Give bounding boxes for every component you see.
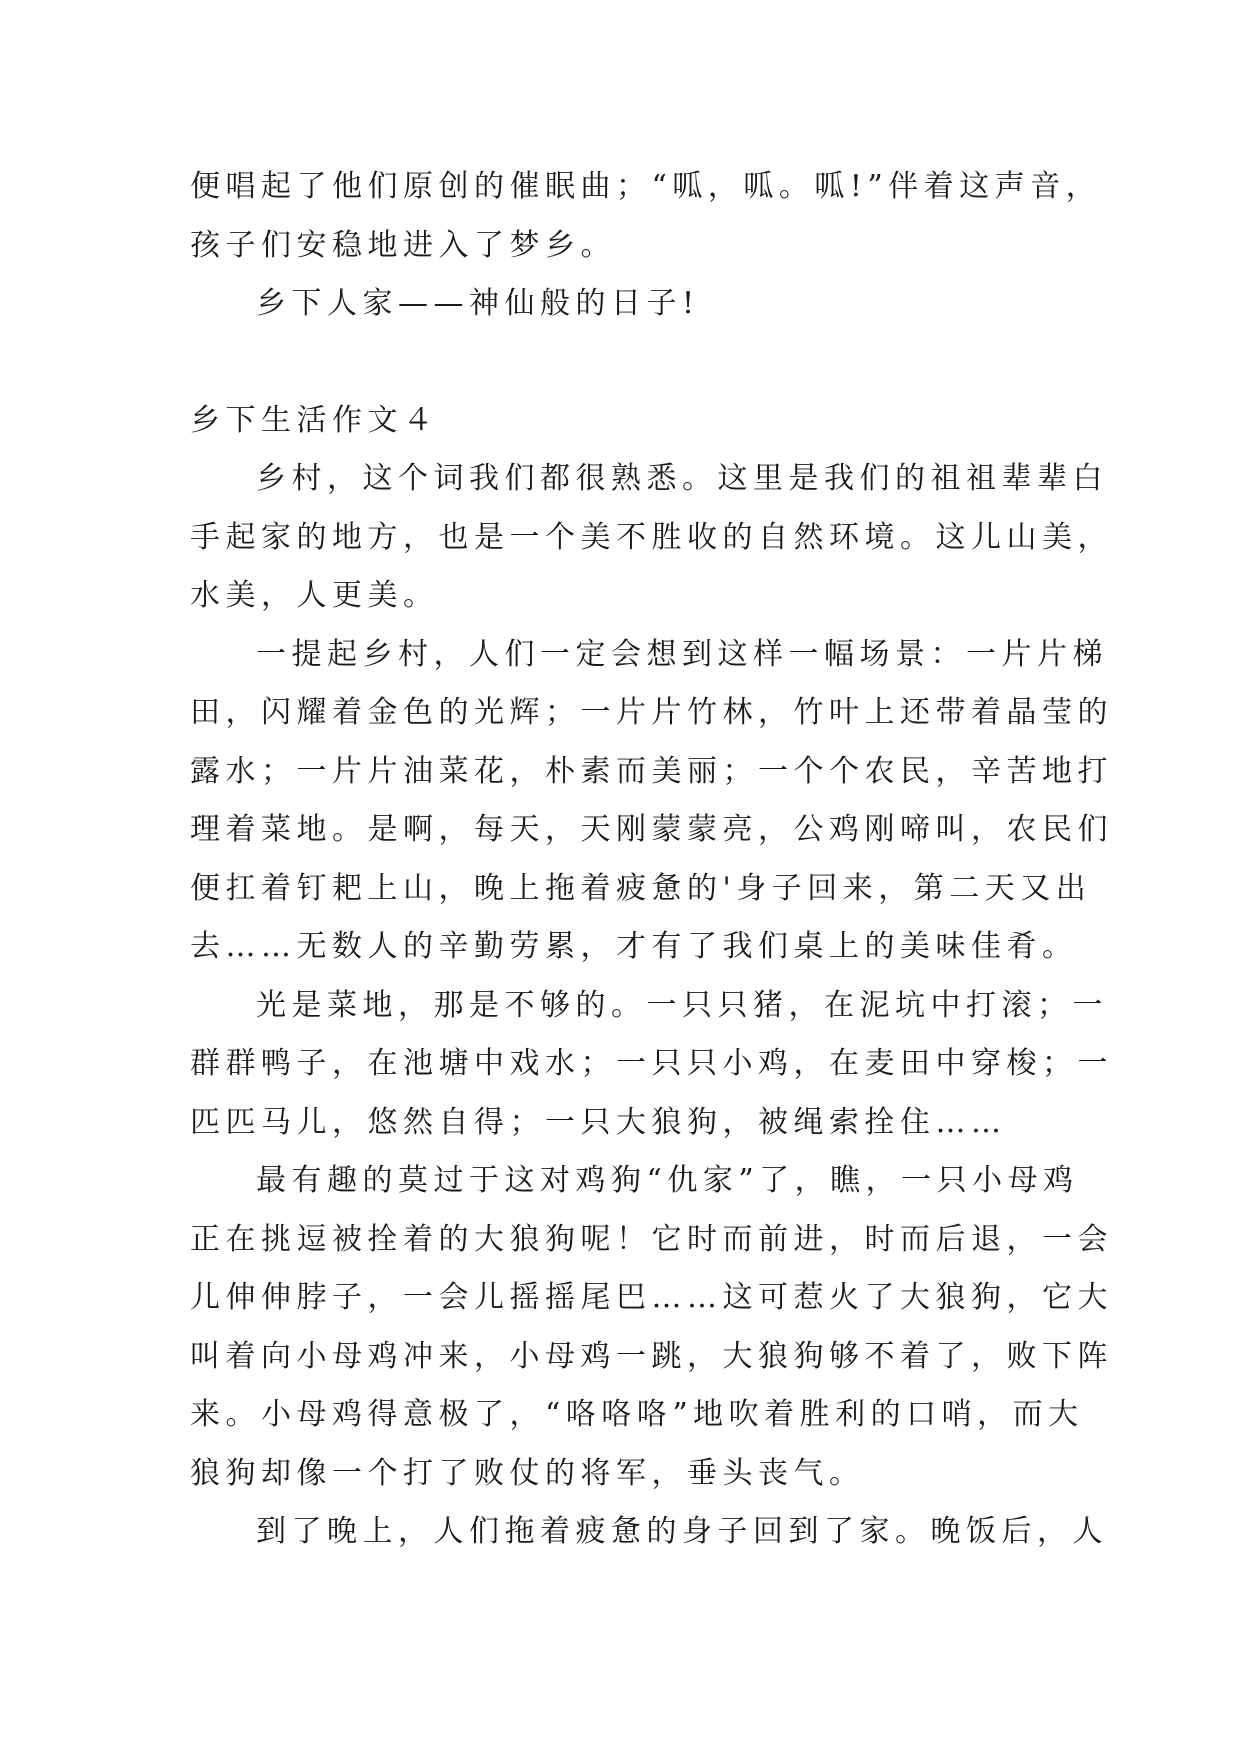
text-line: 便唱起了他们原创的催眠曲；“呱，呱。呱!”伴着这声音，: [190, 169, 1102, 204]
text-line: 正在挑逗被拴着的大狼狗呢！它时而前进，时而后退，一会: [190, 1221, 1113, 1257]
text-line: 匹匹马儿，悠然自得；一只大狼狗，被绳索拴住……: [190, 1104, 1007, 1140]
text-line: 群群鸭子，在池塘中戏水；一只只小鸡，在麦田中穿梭；一: [190, 1046, 1113, 1081]
text-line: 水美，人更美。: [190, 578, 439, 613]
text-line: 孩子们安稳地进入了梦乡。: [190, 227, 616, 263]
text-line: 一提起乡村，人们一定会想到这样一幅场景：一片片梯: [256, 636, 1108, 672]
text-line: 乡下人家——神仙般的日子!: [256, 286, 700, 321]
section-heading: 乡下生活作文４: [190, 402, 439, 438]
text-line: 来。小母鸡得意极了，“咯咯咯”地吹着胜利的口哨，而大: [190, 1397, 1084, 1432]
text-line: 乡村，这个词我们都很熟悉。这里是我们的祖祖辈辈白: [256, 461, 1108, 496]
text-line: 儿伸伸脖子，一会儿摇摇尾巴……这可惹火了大狼狗，它大: [190, 1280, 1113, 1315]
text-line: 光是菜地，那是不够的。一只只猪，在泥坑中打滚；一: [256, 987, 1108, 1023]
text-line: 叫着向小母鸡冲来，小母鸡一跳，大狼狗够不着了，败下阵: [190, 1338, 1113, 1374]
text-line: 到了晚上，人们拖着疲惫的身子回到了家。晚饭后，人: [256, 1514, 1108, 1549]
text-line: 露水；一片片油菜花，朴素而美丽；一个个农民，辛苦地打: [190, 753, 1113, 789]
text-line: 田，闪耀着金色的光辉；一片片竹林，竹叶上还带着晶莹的: [190, 695, 1113, 730]
section-spacer: [190, 334, 1060, 392]
text-line: 狼狗却像一个打了败仗的将军，垂头丧气。: [190, 1455, 865, 1491]
text-line: 去……无数人的辛勤劳累，才有了我们桌上的美味佳肴。: [190, 929, 1078, 964]
document-page: [190, 158, 1113, 1562]
text-line: 便扛着钉耙上山，晚上拖着疲惫的'身子回来，第二天又出: [190, 870, 1092, 906]
text-line: 理着菜地。是啊，每天，天刚蒙蒙亮，公鸡刚啼叫，农民们: [190, 812, 1113, 847]
text-line: 手起家的地方，也是一个美不胜收的自然环境。这儿山美，: [190, 519, 1113, 555]
text-line: 最有趣的莫过于这对鸡狗“仇家”了，瞧，一只小母鸡: [256, 1163, 1079, 1198]
